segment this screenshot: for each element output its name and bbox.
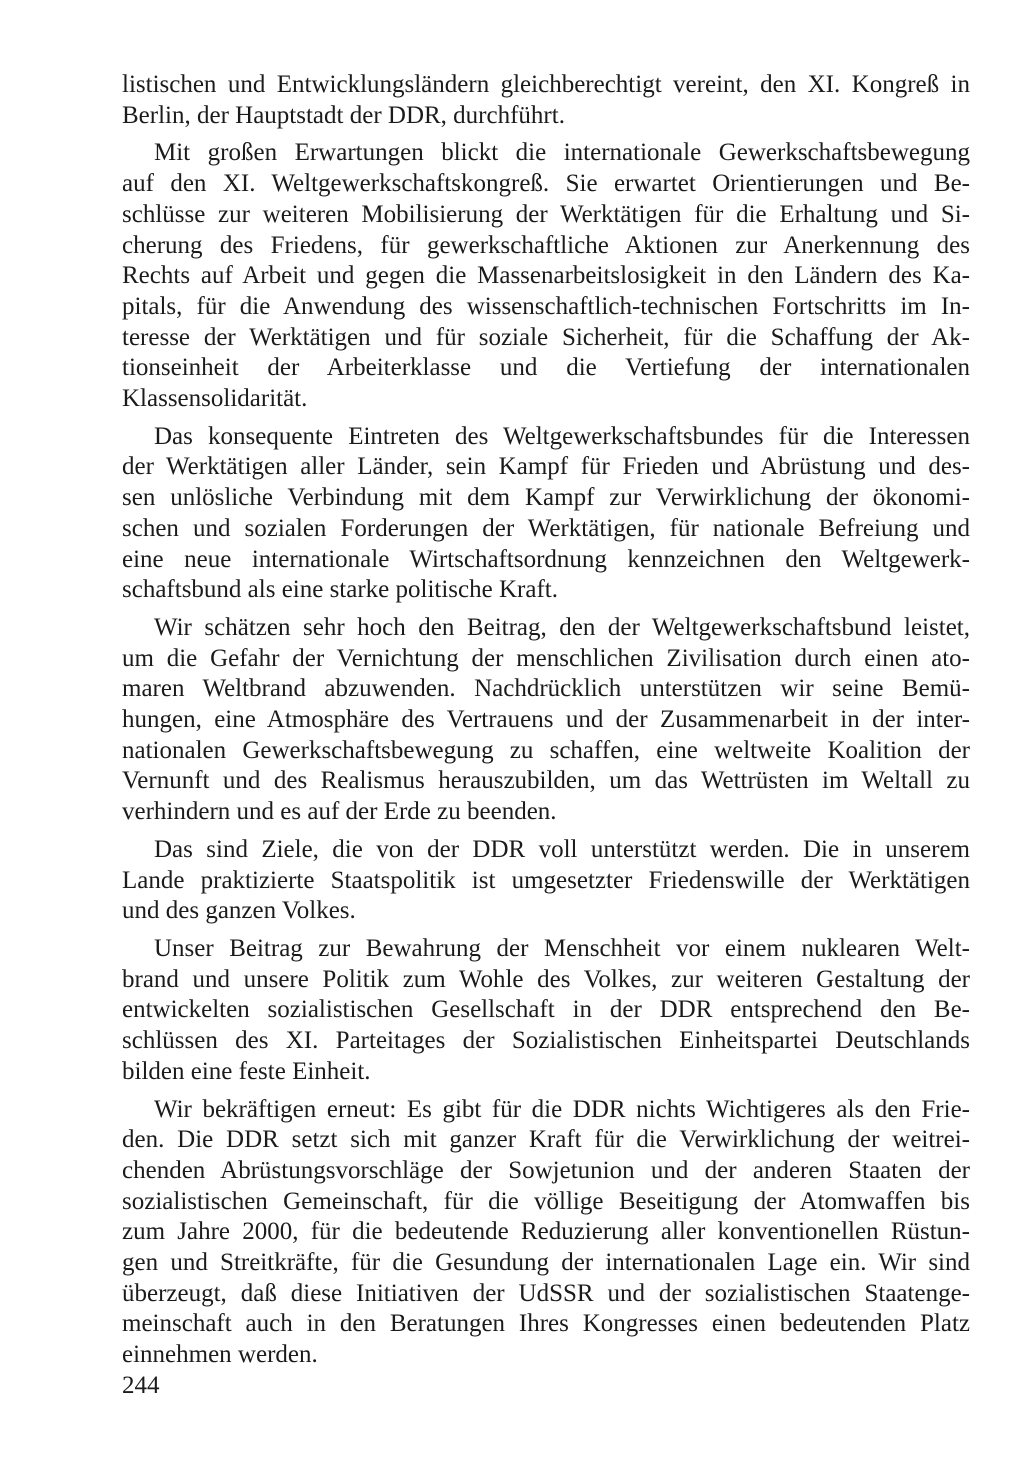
text-line: meinschaft auch in den Beratungen Ihres Kongresses einen bedeutenden Platz [122, 1310, 970, 1338]
text-line: hungen, eine Atmosphäre des Vertrauens und der Zusammenarbeit in der inter- [122, 706, 970, 734]
text-line: und des ganzen Volkes. [122, 897, 356, 925]
text-line: überzeugt, daß diese Initiativen der UdSSR und der sozialistischen Staatenge- [122, 1279, 970, 1307]
text-line: um die Gefahr der Vernichtung der menschlichen Zivilisation durch einen ato- [122, 644, 970, 672]
text-line: teresse der Werktätigen und für soziale Sicherheit, für die Schaffung der Ak- [122, 323, 970, 351]
text-line: nationalen Gewerkschaftsbewegung zu schaffen, eine weltweite Koalition der [122, 736, 970, 764]
page-number: 244 [122, 1372, 160, 1399]
text-line: gen und Streitkräfte, für die Gesundung der internationalen Lage ein. Wir sind [122, 1249, 970, 1277]
paragraph-4 [122, 613, 970, 828]
text-line: verhindern und es auf der Erde zu beenden. [122, 798, 557, 826]
text-line: der Werktätigen aller Länder, sein Kampf für Frieden und Abrüstung und des- [122, 453, 970, 481]
text-line: Klassensolidarität. [122, 385, 308, 413]
text-line: Wir bekräftigen erneut: Es gibt für die DDR nichts Wichtigeres als den Frie- [154, 1095, 970, 1123]
text-line: Lande praktizierte Staatspolitik ist umgesetzter Friedenswille der Werktätigen [122, 866, 970, 894]
paragraph-7 [122, 1095, 970, 1371]
text-line: Vernunft und des Realismus herauszubilden, um das Wettrüsten im Weltall zu [122, 767, 970, 795]
text-line: tionseinheit der Arbeiterklasse und die Vertiefung der internationalen [122, 354, 970, 382]
text-line: listischen und Entwicklungsländern gleichberechtigt vereint, den XI. Kongreß in [122, 71, 970, 98]
text-line: sen unlösliche Verbindung mit dem Kampf zur Verwirklichung der ökonomi- [122, 484, 970, 512]
text-line: Rechts auf Arbeit und gegen die Massenarbeitslosigkeit in den Ländern des Ka- [122, 262, 970, 290]
text-line: schaftsbund als eine starke politische Kraft. [122, 576, 558, 604]
text-line: schlüsse zur weiteren Mobilisierung der Werktätigen für die Erhaltung und Si- [122, 200, 970, 228]
paragraph-6 [122, 934, 970, 1088]
text-line: einnehmen werden. [122, 1341, 318, 1369]
paragraph-1 [122, 70, 970, 131]
text-line: Das konsequente Eintreten des Weltgewerkschaftsbundes für die Interessen [154, 422, 970, 450]
document-body [122, 70, 970, 1378]
text-line: maren Weltbrand abzuwenden. Nachdrücklich unterstützen wir seine Bemü- [122, 675, 970, 703]
text-line: zum Jahre 2000, für die bedeutende Reduzierung aller konventionellen Rüstun- [122, 1218, 970, 1246]
text-line: Unser Beitrag zur Bewahrung der Menschheit vor einem nuklearen Welt- [154, 934, 970, 962]
paragraph-2 [122, 138, 970, 414]
text-line: auf den XI. Weltgewerkschaftskongreß. Sie erwartet Orientierungen und Be- [122, 170, 970, 198]
text-line: cherung des Friedens, für gewerkschaftliche Aktionen zur Anerkennung des [122, 231, 970, 259]
text-line: Berlin, der Hauptstadt der DDR, durchführt. [122, 101, 565, 129]
text-line: den. Die DDR setzt sich mit ganzer Kraft für die Verwirklichung der weitrei- [122, 1126, 970, 1154]
paragraph-5 [122, 835, 970, 927]
paragraph-3 [122, 422, 970, 606]
text-line: Das sind Ziele, die von der DDR voll unterstützt werden. Die in unserem [154, 835, 970, 863]
text-line: brand und unsere Politik zum Wohle des Volkes, zur weiteren Gestaltung der [122, 965, 970, 993]
text-line: chenden Abrüstungsvorschläge der Sowjetunion und der anderen Staaten der [122, 1156, 970, 1184]
text-line: eine neue internationale Wirtschaftsordnung kennzeichnen den Weltgewerk- [122, 545, 970, 573]
text-line: Mit großen Erwartungen blickt die internationale Gewerkschaftsbewegung [154, 139, 970, 167]
text-line: entwickelten sozialistischen Gesellschaft in der DDR entsprechend den Be- [122, 996, 970, 1024]
text-line: sozialistischen Gemeinschaft, für die völlige Beseitigung der Atomwaffen bis [122, 1187, 970, 1215]
text-line: bilden eine feste Einheit. [122, 1057, 371, 1085]
text-line: schen und sozialen Forderungen der Werktätigen, für nationale Befreiung und [122, 514, 970, 542]
text-line: pitals, für die Anwendung des wissenschaftlich-technischen Fortschritts im In- [122, 292, 970, 320]
text-line: Wir schätzen sehr hoch den Beitrag, den der Weltgewerkschaftsbund leistet, [154, 613, 970, 641]
text-line: schlüssen des XI. Parteitages der Sozialistischen Einheitspartei Deutschlands [122, 1027, 970, 1055]
